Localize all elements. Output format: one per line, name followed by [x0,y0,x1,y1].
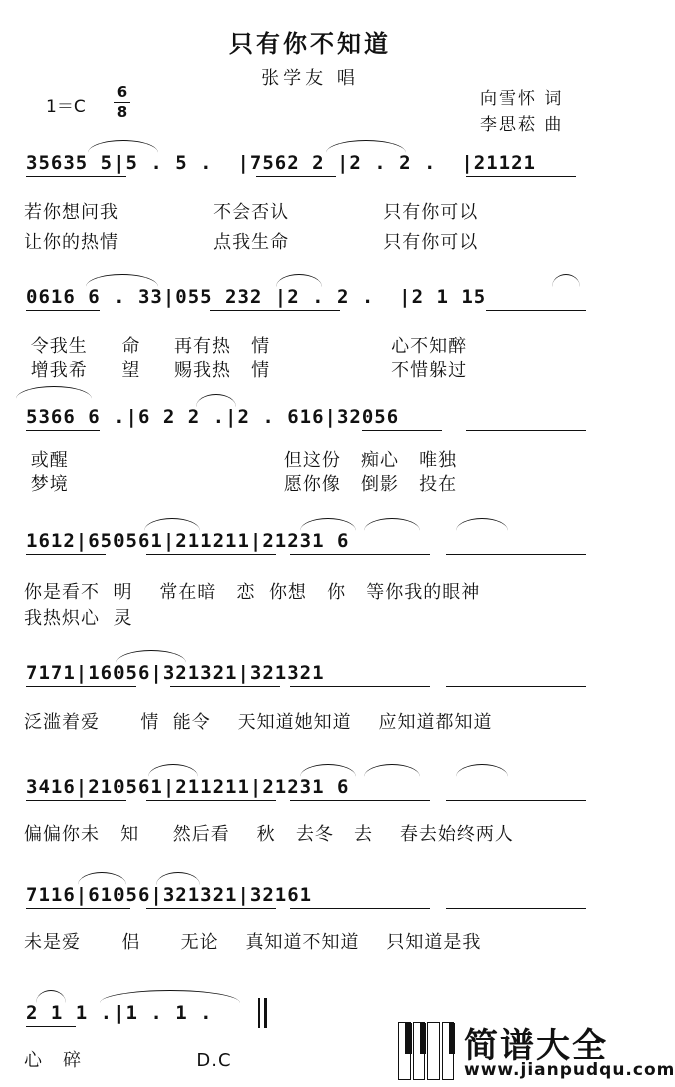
page-title: 只有你不知道 [229,30,391,58]
staff-row-1 [26,146,600,182]
lyric-row-1-verse-2: 让你的热情 点我生命 只有你可以 [24,232,479,253]
piano-keys-icon [398,1022,456,1080]
staff-row-2 [26,280,600,316]
notes-row-4: 1612|650561|211211|21231 6 [26,530,350,552]
time-signature [114,84,130,121]
site-logo [398,1018,675,1082]
lyric-row-1-verse-1: 若你想问我 不会否认 只有你可以 [24,202,479,223]
lyric-row-8-verse-1: 心 碎 D.C [24,1050,232,1071]
lyric-row-3-verse-1: 或醒 但这份 痴心 唯独 [24,450,458,471]
notes-row-2: 0616 6 . 33|055 232 |2 . 2 . |2 1 15 [26,286,487,308]
lyric-row-4-verse-1: 你是看不 明 常在暗 恋 你想 你 等你我的眼神 [24,582,481,603]
time-denominator: 8 [116,103,128,121]
logo-url: www.jianpudqu.com [464,1060,675,1080]
singer-credit: 张学友 唱 [261,68,359,89]
notes-row-8: 2 1 1 .|1 . 1 . [26,1002,213,1024]
logo-name: 简谱大全 [464,1026,608,1066]
time-numerator: 6 [116,83,128,101]
lyric-row-5-verse-1: 泛滥着爱 情 能令 天知道她知道 应知道都知道 [24,712,493,733]
lyric-row-7-verse-1: 未是爱 侣 无论 真知道不知道 只知道是我 [24,932,482,953]
lyric-row-2-verse-2: 增我希 望 赐我热 情 不惜躲过 [24,360,468,381]
staff-row-5 [26,656,600,692]
notes-row-5: 7171|16056|321321|321321 [26,662,325,684]
lyric-row-3-verse-2: 梦境 愿你像 倒影 投在 [24,474,458,495]
notes-row-3: 5366 6 .|6 2 2 .|2 . 616|32056 [26,406,400,428]
lyricist-credit: 向雪怀 词 [480,89,564,109]
notes-row-7: 7116|61056|321321|32161 [26,884,313,906]
staff-row-6 [26,770,600,806]
lyric-row-2-verse-1: 令我生 命 再有热 情 心不知醉 [24,336,468,357]
lyric-row-4-verse-2: 我热炽心 灵 [24,608,133,629]
staff-row-4 [26,524,600,560]
notes-row-6: 3416|210561|211211|21231 6 [26,776,350,798]
staff-row-7 [26,878,600,914]
key-signature: 1＝C [46,97,86,117]
notes-row-1: 35635 5|5 . 5 . |7562 2 |2 . 2 . |21121 [26,152,536,174]
lyric-row-6-verse-1: 偏偏你未 知 然后看 秋 去冬 去 春去始终两人 [24,824,514,845]
staff-row-3 [26,400,600,436]
composer-credit: 李思菘 曲 [480,115,564,135]
